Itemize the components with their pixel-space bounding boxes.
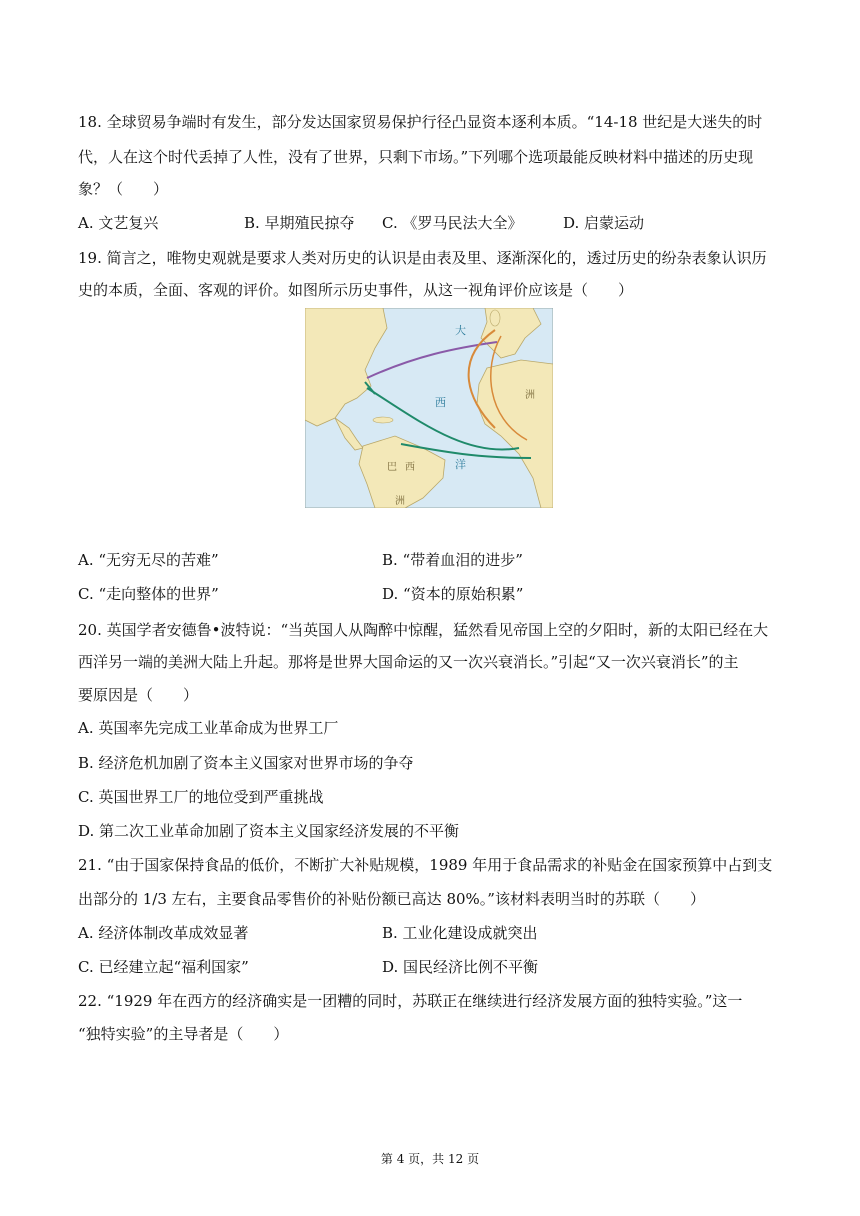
q22-stem-line-1: 22. “1929 年在西方的经济确实是一团糟的同时，苏联正在继续进行经济发展方面的独特实验。”这一 [78,992,743,1010]
q20-option-a: A. 英国率先完成工业革命成为世界工厂 [78,719,339,737]
q21-option-d: D. 国民经济比例不平衡 [382,958,539,976]
q21-option-b: B. 工业化建设成就突出 [382,924,538,942]
q18-option-b: B. 早期殖民掠夺 [244,214,355,232]
map-label-3: 洋 [455,458,466,471]
q21-stem-line-2: 出部分的 1/3 左右，主要食品零售价的补贴份额已高达 80%。”该材料表明当时的苏联（ ） [78,890,705,908]
q20-stem-line-2: 西洋另一端的美洲大陆上升起。那将是世界大国命运的又一次兴衰消长。”引起“又一次兴衰消长”的主 [78,653,739,671]
map-label-7: 洲 [395,496,405,507]
map-label-4: 洲 [525,390,535,401]
map-label-6: 西 [405,462,415,473]
map-label-5: 巴 [387,462,397,473]
q18-stem-line-1: 18. 全球贸易争端时有发生，部分发达国家贸易保护行径凸显资本逐利本质。“14-18 世纪是大迷失的时 [78,113,763,131]
q18-stem-line-2: 代，人在这个时代丢掉了人性，没有了世界，只剩下市场。”下列哪个选项最能反映材料中描述的历史现 [78,148,754,166]
q19-stem-line-1: 19. 简言之，唯物史观就是要求人类对历史的认识是由表及里、逐渐深化的，透过历史的纷杂表象认识历 [78,249,767,267]
triangular-trade-map [305,308,553,508]
q22-stem-line-2: “独特实验”的主导者是（ ） [78,1025,289,1043]
q20-option-b: B. 经济危机加剧了资本主义国家对世界市场的争夺 [78,754,414,772]
map-label-2: 西 [435,396,446,409]
page-footer: 第 4 页，共 12 页 [380,1152,480,1166]
q20-stem-line-1: 20. 英国学者安德鲁•波特说：“当英国人从陶醉中惊醒，猛然看见帝国上空的夕阳时，新的太阳已经在大 [78,621,769,639]
q20-stem-line-3: 要原因是（ ） [78,686,199,704]
q19-option-b: B. “带着血泪的进步” [382,551,523,569]
q18-stem-line-3: 象？（ ） [78,180,169,198]
q21-stem-line-1: 21. “由于国家保持食品的低价，不断扩大补贴规模，1989 年用于食品需求的补贴金在国家预算中占到支 [78,856,773,874]
q18-option-c: C. 《罗马民法大全》 [382,214,523,232]
q19-option-d: D. “资本的原始积累” [382,585,524,603]
map-label-1: 大 [455,324,466,337]
q19-option-c: C. “走向整体的世界” [78,585,219,603]
q18-option-a: A. 文艺复兴 [78,214,159,232]
q18-option-d: D. 启蒙运动 [563,214,645,232]
q20-option-c: C. 英国世界工厂的地位受到严重挑战 [78,788,324,806]
q20-option-d: D. 第二次工业革命加剧了资本主义国家经济发展的不平衡 [78,822,460,840]
q19-option-a: A. “无穷无尽的苦难” [78,551,219,569]
q19-stem-line-2: 史的本质，全面、客观的评价。如图所示历史事件，从这一视角评价应该是（ ） [78,281,634,299]
q21-option-c: C. 已经建立起“福利国家” [78,958,249,976]
q21-option-a: A. 经济体制改革成效显著 [78,924,249,942]
